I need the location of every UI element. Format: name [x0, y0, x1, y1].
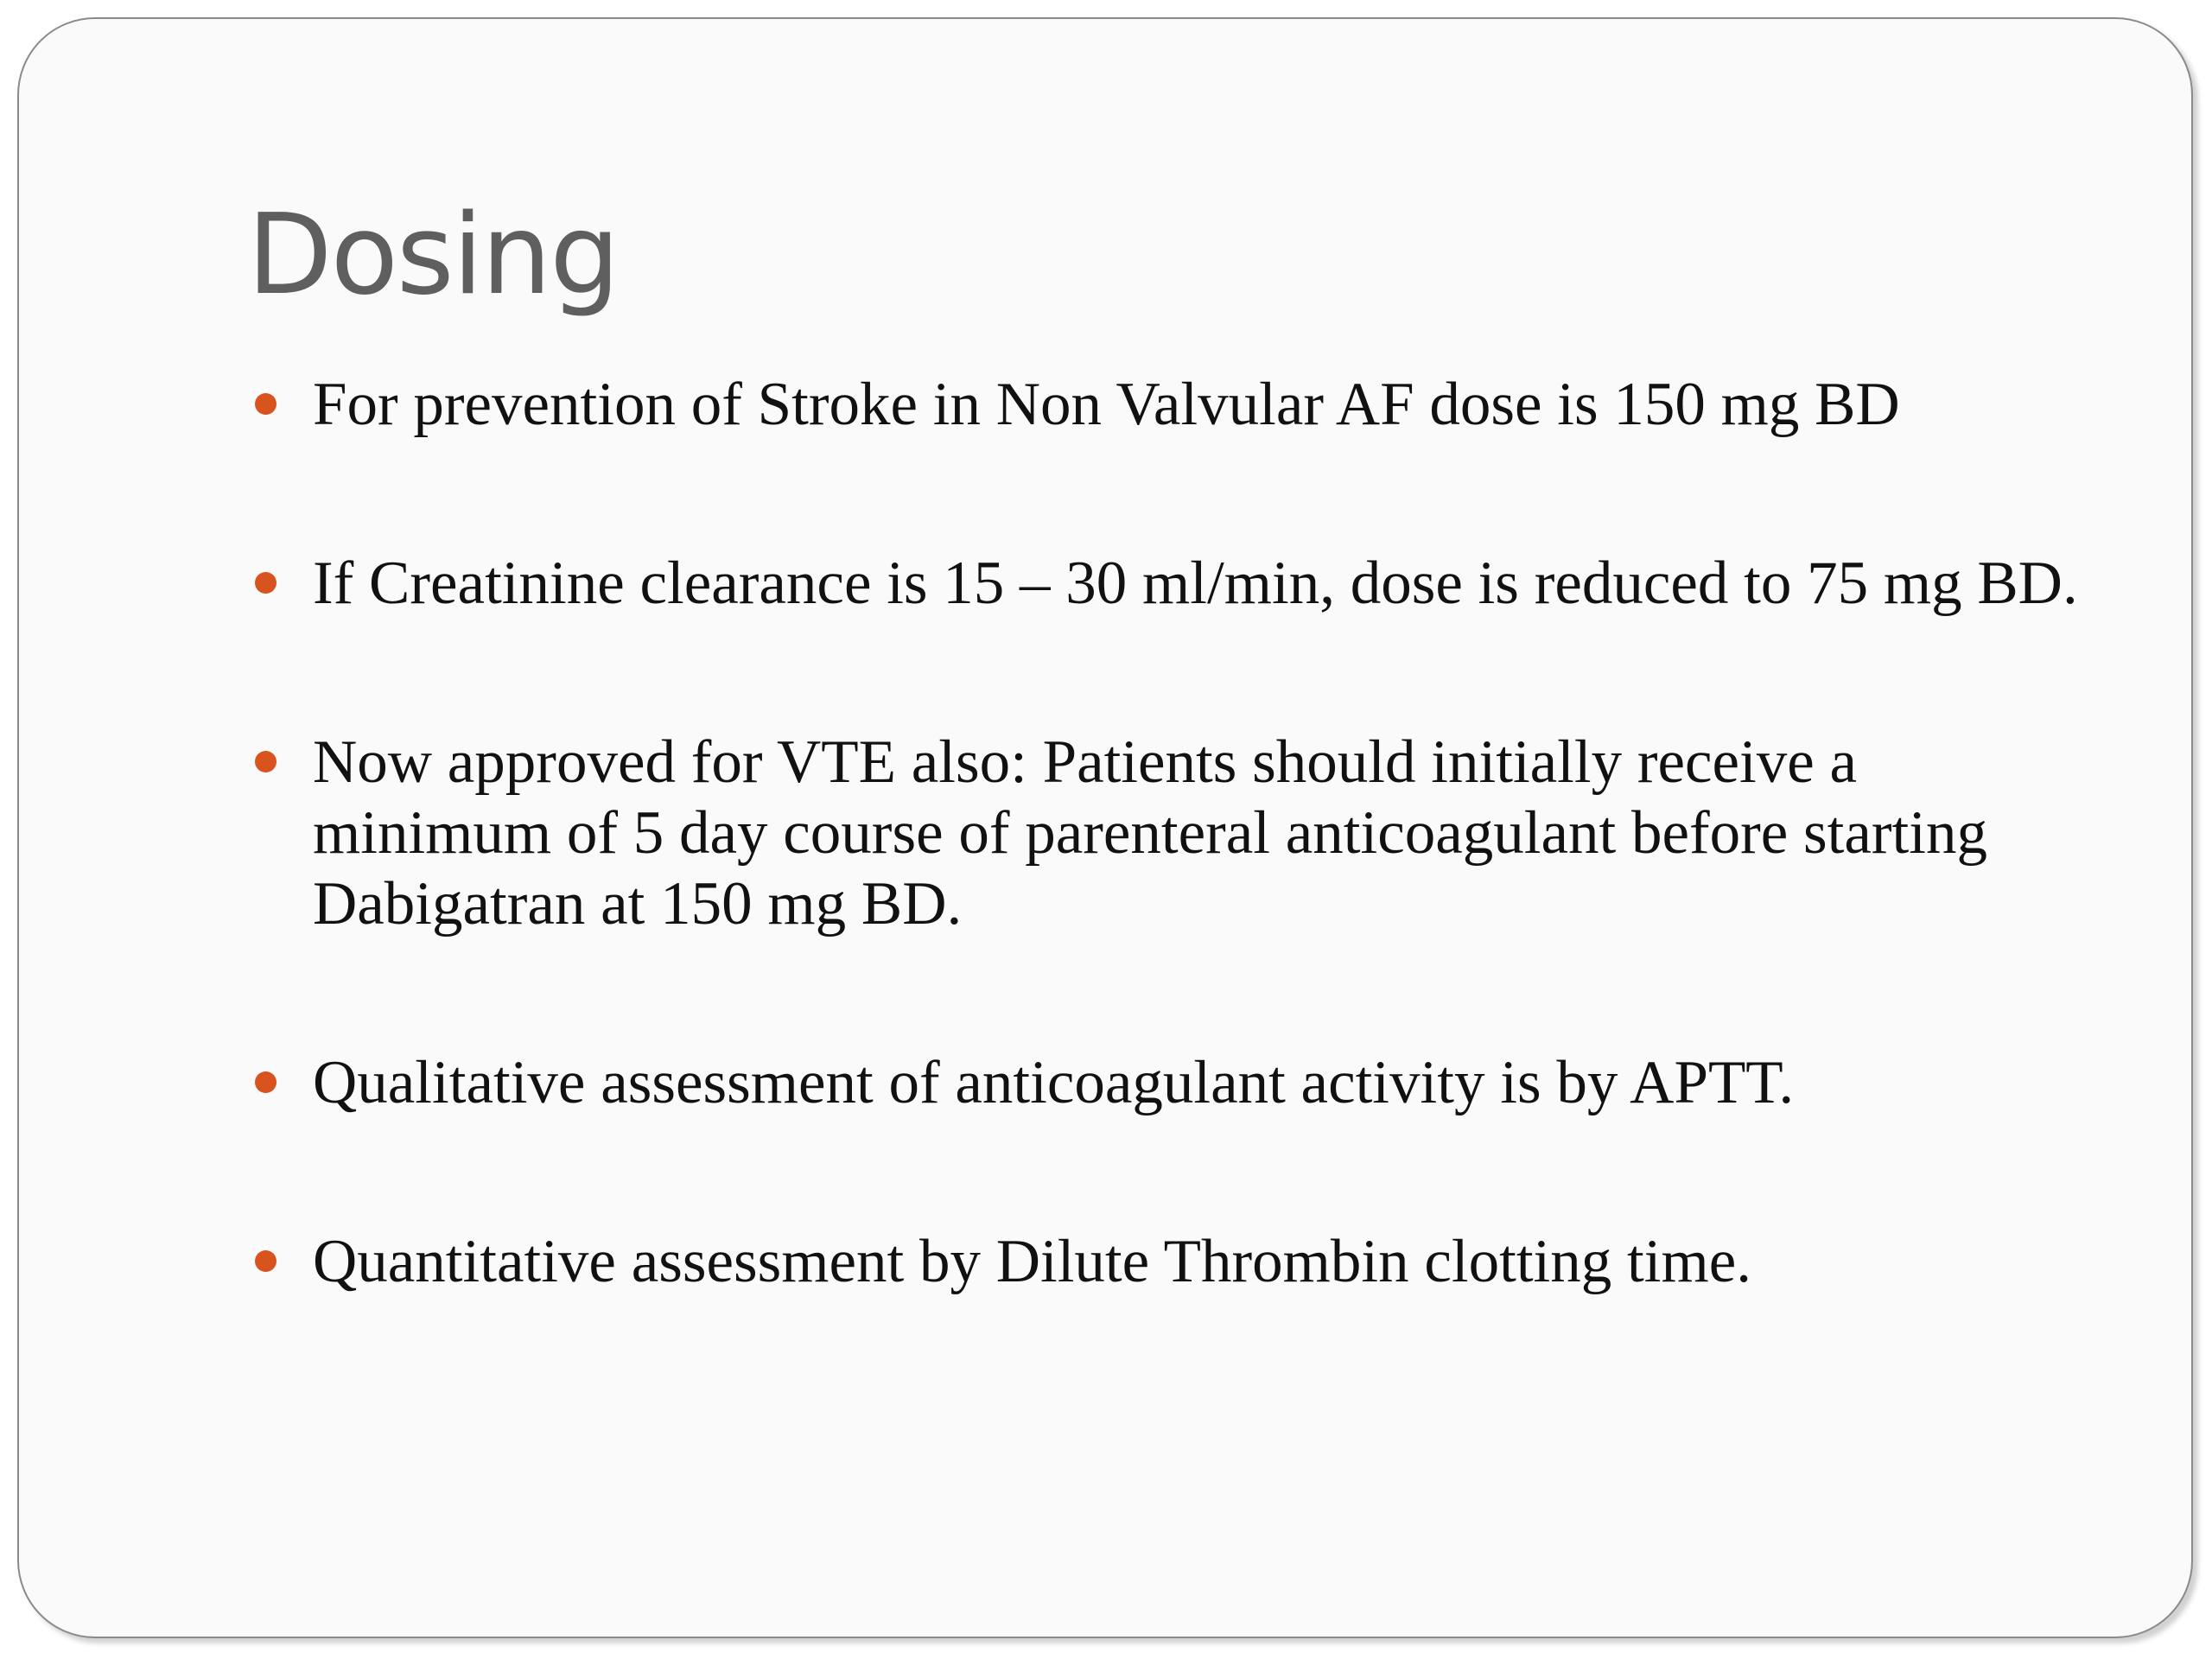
- slide-title: Dosing: [247, 191, 619, 320]
- bullet-dot-icon: [255, 1071, 276, 1093]
- bullet-item: [247, 727, 2088, 939]
- bullet-dot-icon: [255, 393, 276, 415]
- bullet-item: [247, 1047, 2088, 1118]
- bullet-text: Qualitative assessment of anticoagulant activity is by APTT.: [313, 1049, 1795, 1116]
- bullet-list: [247, 369, 2088, 1297]
- bullet-item: [247, 1226, 2088, 1297]
- bullet-dot-icon: [255, 572, 276, 594]
- bullet-item: [247, 369, 2088, 440]
- slide: [17, 17, 2193, 1638]
- bullet-dot-icon: [255, 1250, 276, 1272]
- bullet-text: For prevention of Stroke in Non Valvular AF dose is 150 mg BD: [313, 371, 1900, 438]
- bullet-text: If Creatinine clearance is 15 – 30 ml/min, dose is reduced to 75 mg BD.: [313, 550, 2078, 617]
- bullet-item: [247, 548, 2088, 619]
- bullet-text: Now approved for VTE also: Patients should initially receive a minimum of 5 day course of parenteral anticoagulant before starting Dabigatran at 150 mg BD.: [313, 728, 1988, 938]
- bullet-dot-icon: [255, 751, 276, 772]
- bullet-text: Quantitative assessment by Dilute Thrombin clotting time.: [313, 1228, 1751, 1295]
